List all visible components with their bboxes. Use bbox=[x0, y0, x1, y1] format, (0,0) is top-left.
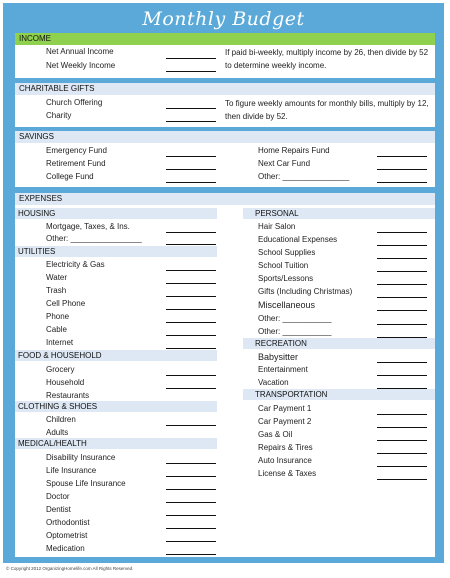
medical-amount-line[interactable] bbox=[166, 528, 216, 529]
recreation-header: RECREATION bbox=[243, 338, 435, 349]
savings-label: Emergency Fund bbox=[46, 146, 107, 155]
medical-amount-line[interactable] bbox=[166, 541, 216, 542]
transportation-label: Car Payment 1 bbox=[258, 404, 312, 413]
expenses-header: EXPENSES bbox=[15, 193, 435, 205]
recreation-label: Entertainment bbox=[258, 365, 308, 374]
income-label: Net Annual Income bbox=[46, 47, 114, 56]
transportation-label: Car Payment 2 bbox=[258, 417, 312, 426]
utilities-label: Cable bbox=[46, 325, 67, 334]
utilities-label: Water bbox=[46, 273, 68, 282]
personal-label: School Tuition bbox=[258, 261, 309, 270]
transportation-label: Gas & Oil bbox=[258, 430, 293, 439]
charitable-note: To figure weekly amounts for monthly bills, multiply by 12, then divide by 52. bbox=[225, 99, 429, 121]
personal-amount-line[interactable] bbox=[377, 324, 427, 325]
food-label: Grocery bbox=[46, 365, 75, 374]
personal-header: PERSONAL bbox=[243, 208, 435, 219]
income-label: Net Weekly Income bbox=[46, 61, 116, 70]
utilities-label: Electricity & Gas bbox=[46, 260, 105, 269]
recreation-label: Babysitter bbox=[258, 352, 299, 362]
charitable-panel bbox=[15, 83, 435, 127]
medical-amount-line[interactable] bbox=[166, 502, 216, 503]
charitable-amount-line[interactable] bbox=[166, 108, 216, 109]
medical-label: Life Insurance bbox=[46, 466, 97, 475]
utilities-label: Trash bbox=[46, 286, 67, 295]
savings-label: Other: _______________ bbox=[258, 172, 350, 181]
personal-amount-line[interactable] bbox=[377, 310, 427, 311]
transportation-label: Repairs & Tires bbox=[258, 443, 313, 452]
medical-amount-line[interactable] bbox=[166, 554, 216, 555]
savings-amount-line[interactable] bbox=[377, 182, 427, 183]
transportation-amount-line[interactable] bbox=[377, 414, 427, 415]
personal-label: Miscellaneous bbox=[258, 300, 316, 310]
recreation-amount-line[interactable] bbox=[377, 375, 427, 376]
transportation-amount-line[interactable] bbox=[377, 440, 427, 441]
utilities-amount-line[interactable] bbox=[166, 283, 216, 284]
food-label: Household bbox=[46, 378, 85, 387]
medical-amount-line[interactable] bbox=[166, 515, 216, 516]
medical-label: Medication bbox=[46, 544, 85, 553]
medical-label: Disability Insurance bbox=[46, 453, 116, 462]
savings-label: College Fund bbox=[46, 172, 94, 181]
personal-label: Gifts (Including Christmas) bbox=[258, 287, 353, 296]
income-note: If paid bi-weekly, multiply income by 26, then divide by 52 to determine weekly income. bbox=[225, 48, 429, 70]
transportation-label: License & Taxes bbox=[258, 469, 317, 478]
clothing-label: Children bbox=[46, 415, 76, 424]
page-frame bbox=[3, 3, 444, 563]
personal-label: Sports/Lessons bbox=[258, 274, 314, 283]
personal-amount-line[interactable] bbox=[377, 297, 427, 298]
clothing-header: CLOTHING & SHOES bbox=[15, 401, 217, 412]
expenses-panel bbox=[15, 193, 435, 557]
housing-label: Other: ________________ bbox=[46, 234, 142, 243]
clothing-label: Adults bbox=[46, 428, 69, 437]
medical-label: Doctor bbox=[46, 492, 70, 501]
transportation-amount-line[interactable] bbox=[377, 466, 427, 467]
charitable-label: Charity bbox=[46, 111, 72, 120]
utilities-amount-line[interactable] bbox=[166, 348, 216, 349]
transportation-amount-line[interactable] bbox=[377, 453, 427, 454]
transportation-amount-line[interactable] bbox=[377, 479, 427, 480]
savings-amount-line[interactable] bbox=[166, 156, 216, 157]
utilities-label: Cell Phone bbox=[46, 299, 86, 308]
transportation-amount-line[interactable] bbox=[377, 427, 427, 428]
income-amount-line[interactable] bbox=[166, 71, 216, 72]
personal-label: School Supplies bbox=[258, 248, 316, 257]
charitable-label: Church Offering bbox=[46, 98, 103, 107]
savings-amount-line[interactable] bbox=[377, 156, 427, 157]
medical-header: MEDICAL/HEALTH bbox=[15, 438, 217, 449]
savings-amount-line[interactable] bbox=[377, 169, 427, 170]
savings-label: Next Car Fund bbox=[258, 159, 311, 168]
utilities-amount-line[interactable] bbox=[166, 322, 216, 323]
personal-amount-line[interactable] bbox=[377, 245, 427, 246]
page-title: Monthly Budget bbox=[142, 8, 305, 30]
savings-label: Home Repairs Fund bbox=[258, 146, 330, 155]
personal-amount-line[interactable] bbox=[377, 258, 427, 259]
personal-label: Hair Salon bbox=[258, 222, 296, 231]
food-amount-line[interactable] bbox=[166, 388, 216, 389]
personal-label: Educational Expenses bbox=[258, 235, 338, 244]
personal-label: Other: ___________ bbox=[258, 327, 332, 336]
savings-amount-line[interactable] bbox=[166, 169, 216, 170]
utilities-amount-line[interactable] bbox=[166, 335, 216, 336]
food-label: Restaurants bbox=[46, 391, 90, 400]
income-panel bbox=[15, 33, 435, 78]
personal-amount-line[interactable] bbox=[377, 232, 427, 233]
food-header: FOOD & HOUSEHOLD bbox=[15, 350, 217, 361]
savings-label: Retirement Fund bbox=[46, 159, 106, 168]
personal-label: Other: ___________ bbox=[258, 314, 332, 323]
medical-amount-line[interactable] bbox=[166, 476, 216, 477]
medical-amount-line[interactable] bbox=[166, 463, 216, 464]
utilities-label: Phone bbox=[46, 312, 70, 321]
charitable-header: CHARITABLE GIFTS bbox=[15, 83, 435, 95]
medical-label: Dentist bbox=[46, 505, 71, 514]
medical-amount-line[interactable] bbox=[166, 489, 216, 490]
housing-label: Mortgage, Taxes, & Ins. bbox=[46, 222, 130, 231]
medical-label: Orthodontist bbox=[46, 518, 90, 527]
food-amount-line[interactable] bbox=[166, 375, 216, 376]
savings-amount-line[interactable] bbox=[166, 182, 216, 183]
transportation-label: Auto Insurance bbox=[258, 456, 312, 465]
utilities-amount-line[interactable] bbox=[166, 296, 216, 297]
clothing-amount-line[interactable] bbox=[166, 425, 216, 426]
housing-amount-line[interactable] bbox=[166, 232, 216, 233]
medical-label: Spouse Life Insurance bbox=[46, 479, 126, 488]
income-header: INCOME bbox=[15, 33, 435, 45]
savings-panel bbox=[15, 131, 435, 187]
savings-header: SAVINGS bbox=[15, 131, 435, 143]
income-amount-line[interactable] bbox=[166, 58, 216, 59]
utilities-amount-line[interactable] bbox=[166, 270, 216, 271]
housing-amount-line[interactable] bbox=[166, 244, 216, 245]
charitable-amount-line[interactable] bbox=[166, 121, 216, 122]
transportation-header: TRANSPORTATION bbox=[243, 389, 435, 400]
utilities-header: UTILITIES bbox=[15, 246, 217, 257]
personal-amount-line[interactable] bbox=[377, 271, 427, 272]
utilities-amount-line[interactable] bbox=[166, 309, 216, 310]
copyright-footer: © Copyright 2012 OrganizingHomelife.com All Rights Reserved. bbox=[6, 566, 134, 571]
housing-header: HOUSING bbox=[15, 208, 217, 219]
utilities-label: Internet bbox=[46, 338, 74, 347]
recreation-amount-line[interactable] bbox=[377, 362, 427, 363]
medical-label: Optometrist bbox=[46, 531, 88, 540]
recreation-label: Vacation bbox=[258, 378, 289, 387]
personal-amount-line[interactable] bbox=[377, 284, 427, 285]
